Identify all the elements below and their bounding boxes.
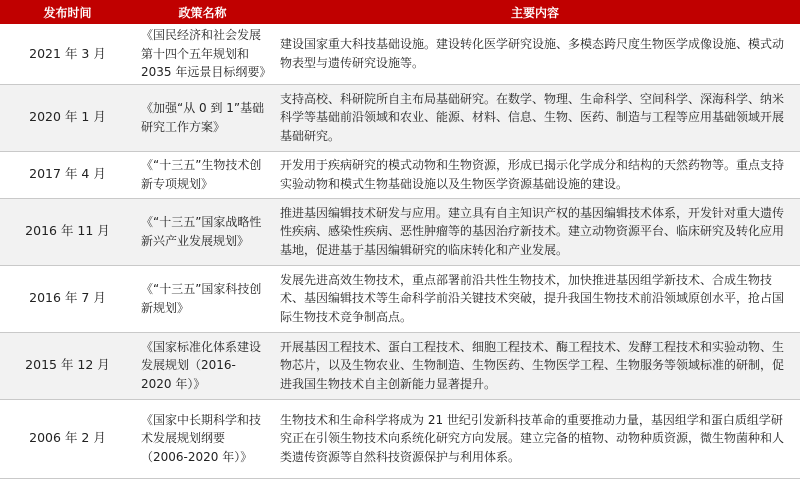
date-cell: 2015 年 12 月: [0, 332, 135, 399]
content-cell: 开展基因工程技术、蛋白工程技术、细胞工程技术、酶工程技术、发酵工程技术和实验动物、生物芯片，以及生物农业、生物制造、生物医药、生物医学工程、生物服务等领域标准的研制，促进我国生物技术自主创新能力显著提升。: [270, 332, 800, 399]
header-date: 发布时间: [0, 0, 135, 24]
policy-name-cell: 《国家标准化体系建设发展规划（2016-2020 年）》: [135, 332, 270, 399]
table-row: [0, 399, 800, 478]
date-cell: 2020 年 1 月: [0, 84, 135, 151]
policy-name-cell: 《“十三五”国家科技创新规划》: [135, 265, 270, 332]
policy-name-cell: 《“十三五”国家战略性新兴产业发展规划》: [135, 198, 270, 265]
content-cell: 开发用于疾病研究的模式动物和生物资源，形成已揭示化学成分和结构的天然药物等。重点支持实验动物和模式生物基础设施以及生物医学资源基础设施的建设。: [270, 151, 800, 198]
date-cell: 2017 年 4 月: [0, 151, 135, 198]
table-row: [0, 24, 800, 84]
table-row: [0, 332, 800, 399]
date-cell: 2016 年 7 月: [0, 265, 135, 332]
table-row: [0, 198, 800, 265]
table-row: [0, 151, 800, 198]
header-policy-name: 政策名称: [135, 0, 270, 24]
content-cell: 建设国家重大科技基础设施。建设转化医学研究设施、多模态跨尺度生物医学成像设施、模式动物表型与遗传研究设施等。: [270, 24, 800, 84]
policy-name-cell: 《国家中长期科学和技术发展规划纲要（2006-2020 年）》: [135, 399, 270, 478]
table-header: [0, 0, 800, 24]
policy-name-cell: 《国民经济和社会发展第十四个五年规划和 2035 年远景目标纲要》: [135, 24, 270, 84]
date-cell: 2006 年 2 月: [0, 399, 135, 478]
header-main-content: 主要内容: [270, 0, 800, 24]
date-cell: 2016 年 11 月: [0, 198, 135, 265]
table-row: [0, 84, 800, 151]
table-body: [0, 24, 800, 478]
content-cell: 生物技术和生命科学将成为 21 世纪引发新科技革命的重要推动力量，基因组学和蛋白质组学研究正在引领生物技术向系统化研究方向发展。建立完备的植物、动物种质资源，微生物菌种和人类遗传资源等自然科技资源保护与利用体系。: [270, 399, 800, 478]
table-row: [0, 265, 800, 332]
policy-name-cell: 《“十三五”生物技术创新专项规划》: [135, 151, 270, 198]
content-cell: 支持高校、科研院所自主布局基础研究。在数学、物理、生命科学、空间科学、深海科学、纳米科学等基础前沿领域和农业、能源、材料、信息、生物、医药、制造与工程等应用基础领域开展基础研究。: [270, 84, 800, 151]
header-row: [0, 0, 800, 24]
content-cell: 推进基因编辑技术研发与应用。建立具有自主知识产权的基因编辑技术体系，开发针对重大遗传性疾病、感染性疾病、恶性肿瘤等的基因治疗新技术。建立动物资源平台、临床研究及转化应用基地，促进基于基因编辑研究的临床转化和产业发展。: [270, 198, 800, 265]
policy-name-cell: 《加强“从 0 到 1”基础研究工作方案》: [135, 84, 270, 151]
content-cell: 发展先进高效生物技术，重点部署前沿共性生物技术，加快推进基因组学新技术、合成生物技术、基因编辑技术等生命科学前沿关键技术突破，提升我国生物技术前沿领域原创水平，抢占国际生物技术竞争制高点。: [270, 265, 800, 332]
date-cell: 2021 年 3 月: [0, 24, 135, 84]
